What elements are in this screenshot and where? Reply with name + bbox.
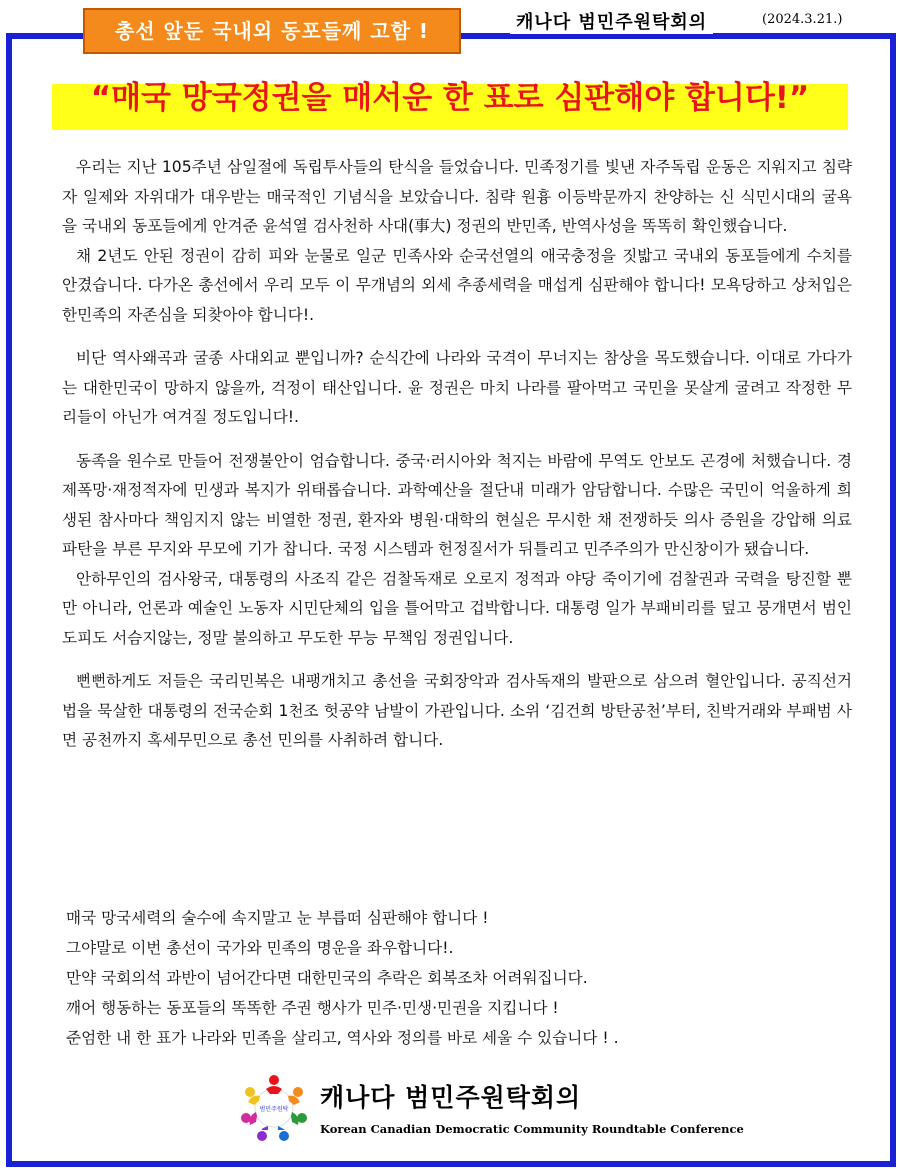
- header-date: (2024.3.21.): [758, 12, 846, 27]
- closing-statements: [66, 903, 856, 1053]
- logo-text: 범민주원탁: [259, 1106, 289, 1113]
- header-organization: 캐나다 범민주원탁회의: [510, 8, 713, 34]
- roundtable-logo-icon: [238, 1072, 310, 1144]
- header-tag: 총선 앞둔 국내외 동포들께 고함 !: [83, 8, 461, 54]
- paragraph-1: 우리는 지난 105주년 삼일절에 독립투사들의 탄식을 들었습니다. 민족정기를 빛낸 자주독립 운동은 지워지고 침략자 일제와 자위대가 대우받는 매국적인 기념식을 보았습니다. 침략 원흉 이등박문까지 찬양하는 신 식민시대의 굴욕을 국내외 동포들에게 안겨준 윤석열 검사천하 사대(事大) 정권의 반민족, 반역사성을 똑똑히 확인했습니다.: [62, 158, 852, 235]
- paragraph-2: 채 2년도 안된 정권이 감히 피와 눈물로 일군 민족사와 순국선열의 애국충정을 짓밟고 국내외 동포들에게 수치를 안겼습니다. 다가온 총선에서 우리 모두 이 무개념의 외세 추종세력을 매섭게 심판해야 합니다! 모욕당하고 상처입은 한민족의 자존심을 되찾아야 합니다!.: [62, 246, 852, 324]
- closing-line-2: 그야말로 이번 총선이 국가와 민족의 명운을 좌우합니다!.: [66, 939, 454, 957]
- closing-line-3: 만약 국회의석 과반이 넘어간다면 대한민국의 추락은 회복조차 어려워집니다.: [66, 969, 588, 987]
- paragraph-4: 동족을 원수로 만들어 전쟁불안이 엄습합니다. 중국·러시아와 척지는 바람에 무역도 안보도 곤경에 처했습니다. 경제폭망·재정적자에 민생과 복지가 위태롭습니다. 과학예산을 절단내 미래가 암담합니다. 수많은 국민이 억울하게 희생된 참사마다 책임지지 않는 비열한 정권, 환자와 병원·대학의 현실은 무시한 채 전쟁하듯 의사 증원을 강압해 의료파탄을 부른 무지와 무모에 기가 찹니다. 국정 시스템과 헌정질서가 뒤틀리고 민주주의가 만신창이가 됐습니다.: [62, 451, 852, 558]
- closing-line-5: 준엄한 내 한 표가 나라와 민족을 살리고, 역사와 정의를 바로 세울 수 있습니다 ! .: [66, 1029, 619, 1047]
- paragraph-6: 뻔뻔하게도 저들은 국리민복은 내팽개치고 총선을 국회장악과 검사독재의 발판으로 삼으려 혈안입니다. 공직선거법을 묵살한 대통령의 전국순회 1천조 헛공약 남발이 가관입니다. 소위 ‘김건희 방탄공천’부터, 친박거래와 부패범 사면 공천까지 혹세무민으로 총선 민의를 사취하려 합니다.: [62, 672, 852, 749]
- headline: “매국 망국정권을 매서운 한 표로 심판해야 합니다!”: [90, 80, 810, 116]
- paragraph-5: 안하무인의 검사왕국, 대통령의 사조직 같은 검찰독재로 오로지 정적과 야당 죽이기에 검찰권과 국력을 탕진할 뿐만 아니라, 언론과 예술인 노동자 시민단체의 입을 틀어막고 겁박합니다. 대통령 일가 부패비리를 덮고 뭉개면서 범인도피도 서슴지않는, 정말 불의하고 무도한 무능 무책임 정권입니다.: [62, 569, 852, 647]
- paragraph-3: 비단 역사왜곡과 굴종 사대외교 뿐입니까? 순식간에 나라와 국격이 무너지는 참상을 목도했습니다. 이대로 가다가는 대한민국이 망하지 않을까, 걱정이 태산입니다. 윤 정권은 마치 나라를 팔아먹고 국민을 못살게 굴려고 작정한 무리들이 아닌가 여겨질 정도입니다!.: [62, 349, 852, 426]
- footer: [238, 1072, 758, 1148]
- footer-organization: 캐나다 범민주원탁회의: [320, 1083, 582, 1112]
- closing-line-1: 매국 망국세력의 술수에 속지말고 눈 부릅떠 심판해야 합니다 !: [66, 909, 489, 927]
- closing-line-4: 깨어 행동하는 동포들의 똑똑한 주권 행사가 민주·민생·민권을 지킵니다 !: [66, 999, 559, 1017]
- footer-organization-english: Korean Canadian Democratic Community Roundtable Conference: [320, 1122, 744, 1136]
- body-text: [62, 153, 852, 756]
